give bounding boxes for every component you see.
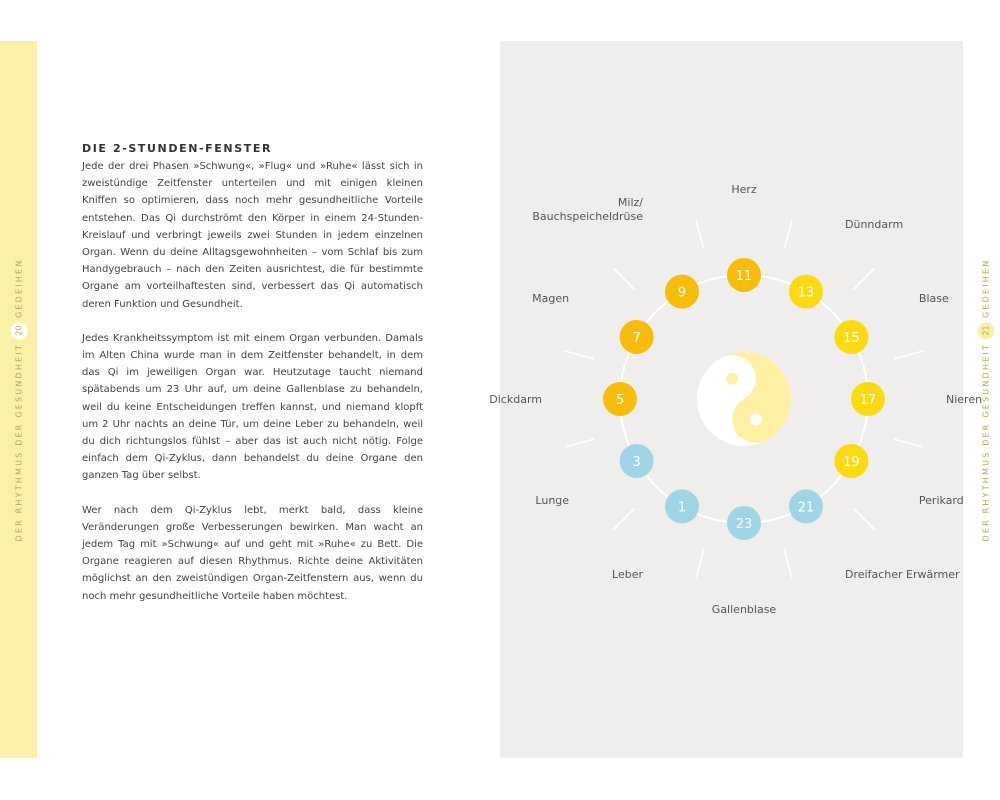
hour-number: 7 — [632, 331, 641, 346]
ray-line — [613, 509, 634, 530]
right-spine-chapter: GEDEIHEN — [981, 258, 991, 319]
left-page-number: 20 — [11, 322, 28, 339]
paragraph-2: Jedes Krankheitssymptom ist mit einem Organ verbunden. Damals im Alten China wurde man in dem Zeitfenster behandelt, in dem das Qi im jeweiligen Organ war. Heutzutage taucht niemand spätabends um 23 Uhr auf, um deine Gallenblase zu behandeln, weil du keine Entscheidungen treffen kannst, und niemand klopft um 2 Uhr nachts an deine Tür, um deine Leber zu behandeln, weil du dich richtungslos fühlst – aber das ist auch nicht nötig. Folge einfach dem Qi-Zyklus, dann behandelst du deine Organe den ganzen Tag über selbst. — [82, 332, 423, 482]
qi-cycle-panel — [489, 41, 983, 758]
ray-line — [854, 268, 875, 289]
hour-number: 15 — [843, 331, 860, 346]
hour-node-7 — [620, 320, 654, 354]
paragraph-1: Jede der drei Phasen »Schwung«, »Flug« und »Ruhe« lässt sich in zweistündige Zeitfenster unterteilen und mit einigen kleinen Kniffen so optimieren, dass noch mehr gesundheitliche Vorteile entstehen. Das Qi durchströmt den Körper in einem 24-Stunden-Kreislauf und verbringt jeweils zwei Stunden in jedem einzelnen Organ. Wenn du deine Alltagsgewohnheiten – vom Schlaf bis zum Handygebrauch – nach den Zeiten ausrichtest, die für bestimmte Organe am vorteilhaftesten sind, verbessert das Qi automatisch deren Funktion und Gesundheit. — [82, 161, 423, 310]
organ-label: Dünndarm — [845, 218, 904, 232]
hour-node-13 — [789, 275, 823, 309]
organ-label: Nieren — [946, 393, 983, 406]
left-running-head — [11, 259, 28, 542]
ray-line — [565, 439, 594, 447]
hour-node-11 — [727, 258, 761, 292]
hour-node-19 — [834, 444, 868, 478]
organ-label: Lunge — [535, 494, 570, 507]
organ-label: Magen — [532, 292, 570, 305]
ray-line — [696, 549, 704, 578]
right-spine-title: DER RHYTHMUS DER GESUNDHEIT — [981, 343, 991, 542]
hour-node-1 — [665, 489, 699, 523]
organ-label: Perikard — [918, 494, 964, 507]
hour-number: 17 — [859, 393, 877, 408]
organ-label: Leber — [612, 567, 643, 581]
hour-node-23 — [727, 506, 761, 540]
yin-yang-icon — [680, 335, 808, 463]
hour-number: 11 — [735, 269, 753, 284]
body-text — [82, 158, 423, 622]
hour-number: 21 — [797, 500, 815, 516]
hour-node-17 — [851, 382, 885, 416]
hour-node-9 — [665, 275, 699, 309]
hour-number: 3 — [632, 455, 641, 470]
ray-line — [894, 351, 923, 359]
hour-number: 13 — [797, 285, 815, 301]
organ-label: Herz — [731, 183, 757, 196]
hour-node-15 — [834, 320, 868, 354]
left-spine-chapter: GEDEIHEN — [14, 258, 24, 319]
hour-number: 9 — [677, 285, 687, 301]
left-spine-title: DER RHYTHMUS DER GESUNDHEIT — [14, 343, 24, 542]
organ-label: Dickdarm — [489, 393, 542, 406]
ray-line — [784, 220, 792, 249]
section-heading: DIE 2-STUNDEN-FENSTER — [82, 142, 273, 155]
hour-number: 19 — [843, 455, 860, 470]
ray-line — [613, 268, 634, 289]
hour-node-21 — [789, 489, 823, 523]
organ-label: Milz/ Bauchspeicheldrüse — [532, 196, 643, 224]
ray-line — [894, 439, 923, 447]
right-page-number: 21 — [978, 322, 995, 339]
hour-node-5 — [603, 382, 637, 416]
hour-number: 5 — [615, 393, 625, 408]
ray-line — [696, 220, 704, 249]
paragraph-3: Wer nach dem Qi-Zyklus lebt, merkt bald, dass kleine Veränderungen große Verbesserungen bewirken. Man wacht an jedem Tag mit »Schwung« auf und geht mit »Ruhe« zu Bett. Die Organe reagieren auf diesen Rhythmus. Richte deine Aktivitäten möglichst an den zweistündigen Organ-Zeitfenstern aus, wenn du noch mehr gesundheitliche Vorteile haben möchtest. — [82, 504, 423, 602]
ray-line — [854, 509, 875, 530]
right-running-head — [978, 259, 995, 542]
hour-number: 23 — [735, 517, 753, 532]
organ-label: Gallenblase — [711, 603, 777, 616]
organ-label: Blase — [918, 292, 949, 305]
organ-label: Dreifacher Erwärmer — [845, 567, 960, 581]
hour-number: 1 — [677, 500, 687, 516]
ray-line — [784, 549, 792, 578]
qi-cycle-diagram — [489, 41, 983, 758]
hour-node-3 — [620, 444, 654, 478]
ray-line — [565, 351, 594, 359]
